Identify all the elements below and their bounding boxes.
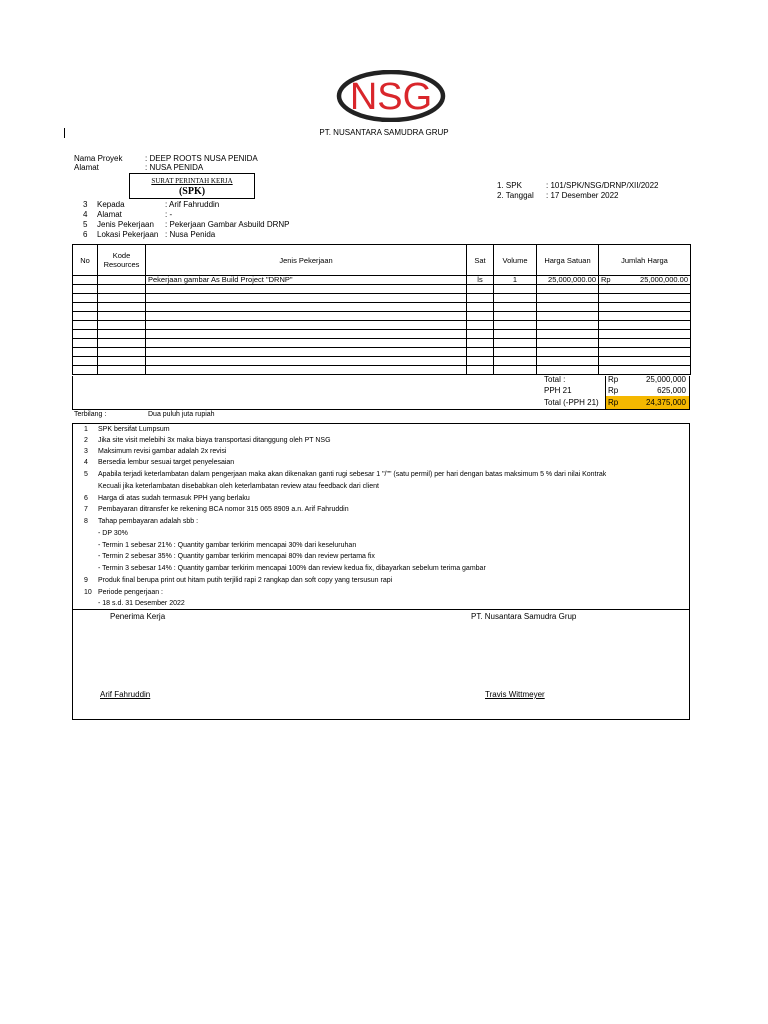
net-total-value: 24,375,000 [645, 398, 686, 407]
table-row [73, 276, 691, 285]
detail-num: 4 [83, 210, 88, 219]
table-row-empty [73, 294, 691, 303]
detail-value: : Pekerjaan Gambar Asbuild DRNP [165, 220, 290, 229]
detail-label: Kepada [97, 200, 125, 209]
note-number: 2 [84, 437, 88, 444]
detail-num: 3 [83, 200, 88, 209]
table-row-empty [73, 285, 691, 294]
note-number: 3 [84, 448, 88, 455]
signature-right-title: PT. Nusantara Samudra Grup [471, 612, 577, 621]
nama-proyek-label: Nama Proyek [74, 154, 123, 163]
spk-title-box [129, 173, 255, 199]
col-header-sat: Sat [467, 245, 494, 276]
note-text: Periode pengerjaan : [98, 589, 163, 596]
tanggal-value: : 17 Desember 2022 [546, 191, 619, 200]
note-text: Maksimum revisi gambar adalah 2x revisi [98, 448, 227, 455]
cell-jumlah-value: 25,000,000.00 [640, 275, 688, 284]
signature-right-name: Travis Wittmeyer [485, 690, 545, 699]
note-text: Tahap pembayaran adalah sbb : [98, 518, 199, 525]
note-number: 7 [84, 506, 88, 513]
cell-jumlah [599, 276, 691, 285]
nsg-logo [336, 70, 446, 122]
spk-title-line2: (SPK) [178, 186, 206, 197]
note-text: Pembayaran ditransfer ke rekening BCA nomor 315 065 8909 a.n. Arif Fahruddin [98, 506, 349, 513]
detail-value: : Nusa Penida [165, 230, 216, 239]
detail-value: : - [165, 210, 173, 219]
table-header-row [73, 245, 691, 276]
note-text: - DP 30% [98, 530, 128, 537]
note-text: Kecuali jika keterlambatan disebabkan oleh keterlambatan review atau feedback dari client [98, 483, 379, 490]
col-header-jenis: Jenis Pekerjaan [146, 245, 467, 276]
terbilang-label: Terbilang : [74, 411, 107, 418]
note-text: - Termin 2 sebesar 35% : Quantity gambar terkirim mencapai 80% dan review pertama fix [98, 553, 375, 560]
note-number: 1 [84, 426, 88, 433]
note-number: 10 [84, 589, 92, 596]
company-name: PT. NUSANTARA SAMUDRA GRUP [319, 128, 449, 137]
pph-value: 625,000 [657, 386, 686, 395]
note-text: Jika site visit melebihi 3x maka biaya transportasi ditanggung oleh PT NSG [98, 437, 331, 444]
col-header-kode: Kode Resources [98, 245, 146, 276]
note-text: SPK bersifat Lumpsum [98, 426, 170, 433]
note-number: 8 [84, 518, 88, 525]
spk-number-label: 1. SPK [497, 181, 522, 190]
cell-kode [98, 276, 146, 285]
cell-jenis: Pekerjaan gambar As Build Project "DRNP" [146, 276, 467, 285]
total-label: Total : [544, 375, 566, 384]
note-text: Apabila terjadi keterlambatan dalam pengerjaan maka akan dikenakan ganti rugi sebesar 1 "/"" (satu permil) per hari dengan batas maksimum 5 % dari nilai Kontrak [98, 471, 607, 478]
col-header-volume: Volume [494, 245, 537, 276]
net-total-label: Total (-PPH 21) [544, 398, 599, 407]
cell-jumlah-rp: Rp [601, 275, 611, 284]
table-row-empty [73, 321, 691, 330]
detail-num: 6 [83, 230, 88, 239]
note-number: 6 [84, 495, 88, 502]
table-row-empty [73, 339, 691, 348]
spk-title-line1: SURAT PERINTAH KERJA [151, 177, 233, 185]
detail-num: 5 [83, 220, 88, 229]
table-row-empty [73, 330, 691, 339]
total-value: 25,000,000 [645, 375, 686, 384]
cell-volume: 1 [494, 276, 537, 285]
cell-no [73, 276, 98, 285]
note-text: Harga di atas sudah termasuk PPH yang berlaku [98, 495, 250, 502]
note-text: - Termin 1 sebesar 21% : Quantity gambar terkirim mencapai 30% dari keseluruhan [98, 542, 357, 549]
note-text: Produk final berupa print out hitam putih terjilid rapi 2 rangkap dan soft copy yang tersusun rapi [98, 577, 393, 584]
table-row-empty [73, 357, 691, 366]
note-number: 4 [84, 459, 88, 466]
note-text: Bersedia lembur sesuai target penyelesaian [98, 459, 235, 466]
alamat-value: : NUSA PENIDA [145, 163, 204, 172]
table-row-empty [73, 312, 691, 321]
pph-rp: Rp [608, 386, 619, 395]
signature-divider [72, 609, 690, 610]
total-rp: Rp [608, 375, 619, 384]
note-number: 9 [84, 577, 88, 584]
signature-left-name: Arif Fahruddin [100, 690, 151, 699]
col-header-jumlah: Jumlah Harga [599, 245, 691, 276]
detail-label: Alamat [97, 210, 122, 219]
note-text: - 18 s.d. 31 Desember 2022 [98, 600, 185, 607]
net-total-rp: Rp [608, 398, 619, 407]
cell-harga: 25,000,000.00 [537, 276, 599, 285]
table-row-empty [73, 303, 691, 312]
cell-sat: ls [467, 276, 494, 285]
alamat-label: Alamat [74, 163, 99, 172]
table-row-empty [73, 366, 691, 375]
terbilang-value: Dua puluh juta rupiah [148, 411, 215, 418]
signature-left-title: Penerima Kerja [110, 612, 166, 621]
spk-number-value: : 101/SPK/NSG/DRNP/XII/2022 [546, 181, 659, 190]
detail-label: Jenis Pekerjaan [97, 220, 154, 229]
table-row-empty [73, 348, 691, 357]
tanggal-label: 2. Tanggal [497, 191, 534, 200]
pph-label: PPH 21 [544, 386, 572, 395]
col-header-harga: Harga Satuan [537, 245, 599, 276]
items-table [72, 244, 691, 375]
col-header-no: No [73, 245, 98, 276]
logo-text: NSG [349, 76, 433, 118]
detail-value: : Arif Fahruddin [165, 200, 220, 209]
detail-label: Lokasi Pekerjaan [97, 230, 159, 239]
note-number: 5 [84, 471, 88, 478]
nama-proyek-value: : DEEP ROOTS NUSA PENIDA [145, 154, 258, 163]
note-text: - Termin 3 sebesar 14% : Quantity gambar terkirim mencapai 100% dan review kedua fix, dibayarkan sebelum terima gambar [98, 565, 486, 572]
